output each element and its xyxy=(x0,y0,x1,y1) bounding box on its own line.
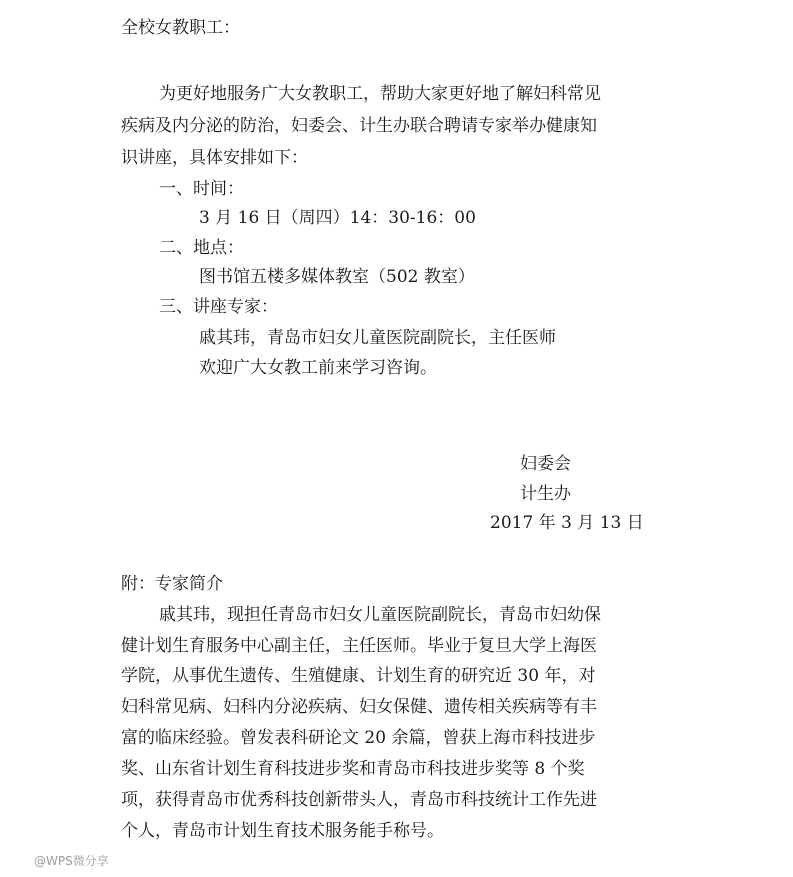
intro-line-3: 识讲座，具体安排如下： xyxy=(121,148,308,168)
appendix-line: 富的临床经验。曾发表科研论文 20 余篇，曾获上海市科技进步 xyxy=(121,728,596,748)
time-heading: 一、时间： xyxy=(159,179,244,199)
appendix-line: 项，获得青岛市优秀科技创新带头人，青岛市科技统计工作先进 xyxy=(121,790,597,810)
appendix-line: 奖、山东省计划生育科技进步奖和青岛市科技进步奖等 8 个奖 xyxy=(121,759,585,779)
expert-value: 戚其玮，青岛市妇女儿童医院副院长，主任医师 xyxy=(199,328,556,348)
appendix-line: 学院，从事优生遗传、生殖健康、计划生育的研究近 30 年，对 xyxy=(121,666,596,686)
appendix-line: 健计划生育服务中心副主任，主任医师。毕业于复旦大学上海医 xyxy=(121,636,597,656)
appendix-line: 个人，青岛市计划生育技术服务能手称号。 xyxy=(121,821,444,841)
intro-line-2: 疾病及内分泌的防治，妇委会、计生办联合聘请专家举办健康知 xyxy=(121,116,597,136)
signature-date: 2017 年 3 月 13 日 xyxy=(490,513,644,533)
signature-org-womens-committee: 妇委会 xyxy=(520,454,571,474)
expert-heading: 三、讲座专家： xyxy=(159,297,278,317)
welcome-text: 欢迎广大女教工前来学习咨询。 xyxy=(199,358,437,378)
place-value: 图书馆五楼多媒体教室（502 教室） xyxy=(199,267,475,287)
appendix-line: 戚其玮，现担任青岛市妇女儿童医院副院长，青岛市妇幼保 xyxy=(159,605,601,625)
signature-org-family-planning: 计生办 xyxy=(520,484,571,504)
place-heading: 二、地点： xyxy=(159,238,244,258)
wps-watermark: @WPS微分享 xyxy=(34,854,109,868)
appendix-heading: 附：专家简介 xyxy=(121,574,223,594)
appendix-line: 妇科常见病、妇科内分泌疾病、妇女保健、遗传相关疾病等有丰 xyxy=(121,697,597,717)
intro-line-1: 为更好地服务广大女教职工，帮助大家更好地了解妇科常见 xyxy=(159,84,601,104)
greeting: 全校女教职工： xyxy=(121,18,240,38)
time-value: 3 月 16 日（周四）14：30-16：00 xyxy=(199,208,476,228)
